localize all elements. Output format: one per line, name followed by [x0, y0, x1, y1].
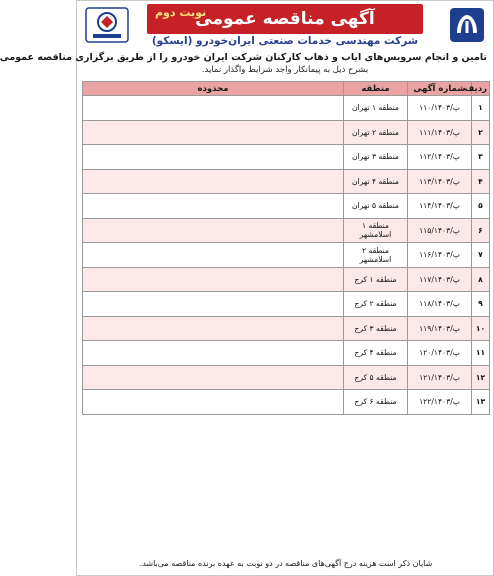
ad-number: ۱۱۵/پ/۱۴۰۳: [408, 218, 472, 243]
company-name: شرکت مهندسی خدمات صنعتی ایران‌خودرو (ایسکو): [151, 35, 419, 47]
scope-description: [83, 218, 344, 243]
row-number: ۱۰: [472, 316, 490, 341]
region-name: منطقه ۳ تهران: [344, 145, 408, 170]
scope-description: [83, 145, 344, 170]
table-row: [83, 341, 490, 366]
row-number: ۱۳: [472, 390, 490, 415]
scope-description: [83, 267, 344, 292]
row-number: ۵: [472, 194, 490, 219]
ad-number: ۱۲۲/پ/۱۴۰۳: [408, 390, 472, 415]
region-name: منطقه ۲ کرج: [344, 292, 408, 317]
row-number: ۱۲: [472, 365, 490, 390]
scope-description: [83, 341, 344, 366]
scope-description: [83, 194, 344, 219]
table-row: [83, 292, 490, 317]
intro-line-1: تامین و انجام سرویس‌های ایاب و ذهاب کارکنان شرکت ایران خودرو را از طریق برگزاری مناقصه عمومی: [0, 52, 487, 63]
row-number: ۷: [472, 243, 490, 268]
ad-number: ۱۱۶/پ/۱۴۰۳: [408, 243, 472, 268]
tender-table: [82, 81, 490, 415]
row-number: ۳: [472, 145, 490, 170]
ad-number: ۱۱۱/پ/۱۴۰۳: [408, 120, 472, 145]
table-row: [83, 390, 490, 415]
region-name: منطقه ۵ کرج: [344, 365, 408, 390]
scope-description: [83, 365, 344, 390]
closing-note: شایان ذکر است هزینه درج آگهی‌های مناقصه در دو نوبت به عهده برنده مناقصه می‌باشد.: [139, 559, 433, 568]
region-name: منطقه ۲ اسلامشهر: [344, 243, 408, 268]
header-ad-number: شماره آگهی: [408, 82, 472, 96]
table-row: [83, 194, 490, 219]
table-row: [83, 243, 490, 268]
conditions-paragraph: [82, 467, 490, 557]
notice-header: [0, 1, 493, 77]
region-name: منطقه ۱ تهران: [344, 96, 408, 121]
scope-description: [83, 243, 344, 268]
table-row: [83, 267, 490, 292]
ad-number: ۱۲۱/پ/۱۴۰۳: [408, 365, 472, 390]
region-name: منطقه ۴ تهران: [344, 169, 408, 194]
header-row-num: ردیف: [472, 82, 490, 96]
scope-description: [83, 390, 344, 415]
scope-description: [83, 120, 344, 145]
region-name: منطقه ۴ کرج: [344, 341, 408, 366]
region-name: منطقه ۲ تهران: [344, 120, 408, 145]
table-row: [83, 96, 490, 121]
ad-number: ۱۱۹/پ/۱۴۰۳: [408, 316, 472, 341]
ad-number: ۱۲۰/پ/۱۴۰۳: [408, 341, 472, 366]
table-row: [83, 365, 490, 390]
region-name: منطقه ۳ کرج: [344, 316, 408, 341]
round-badge: نوبت دوم: [155, 6, 207, 19]
table-row: [83, 218, 490, 243]
ad-number: ۱۱۲/پ/۱۴۰۳: [408, 145, 472, 170]
ad-number: ۱۱۷/پ/۱۴۰۳: [408, 267, 472, 292]
scope-description: [83, 316, 344, 341]
header-scope: محدوده: [83, 82, 344, 96]
region-name: منطقه ۶ کرج: [344, 390, 408, 415]
table-row: [83, 145, 490, 170]
ad-number: ۱۱۳/پ/۱۴۰۳: [408, 169, 472, 194]
ad-number: ۱۱۴/پ/۱۴۰۳: [408, 194, 472, 219]
row-number: ۶: [472, 218, 490, 243]
table-row: [83, 316, 490, 341]
header-region: منطقه: [344, 82, 408, 96]
region-name: منطقه ۱ کرج: [344, 267, 408, 292]
ad-number: ۱۱۸/پ/۱۴۰۳: [408, 292, 472, 317]
row-number: ۴: [472, 169, 490, 194]
intro-line-2: بشرح ذیل به پیمانکار واجد شرایط واگذار نماید.: [201, 65, 369, 75]
table-body: [83, 96, 490, 415]
scope-description: [83, 292, 344, 317]
tender-table-wrapper: [82, 81, 490, 463]
region-name: منطقه ۱ اسلامشهر: [344, 218, 408, 243]
row-number: ۱۱: [472, 341, 490, 366]
region-name: منطقه ۵ تهران: [344, 194, 408, 219]
scope-description: [83, 169, 344, 194]
table-header-row: [83, 82, 490, 96]
scope-description: [83, 96, 344, 121]
row-number: ۱: [472, 96, 490, 121]
row-number: ۲: [472, 120, 490, 145]
table-row: [83, 120, 490, 145]
row-number: ۸: [472, 267, 490, 292]
row-number: ۹: [472, 292, 490, 317]
notice-title: آگهی مناقصه عمومی: [195, 9, 375, 29]
table-row: [83, 169, 490, 194]
ad-number: ۱۱۰/پ/۱۴۰۳: [408, 96, 472, 121]
